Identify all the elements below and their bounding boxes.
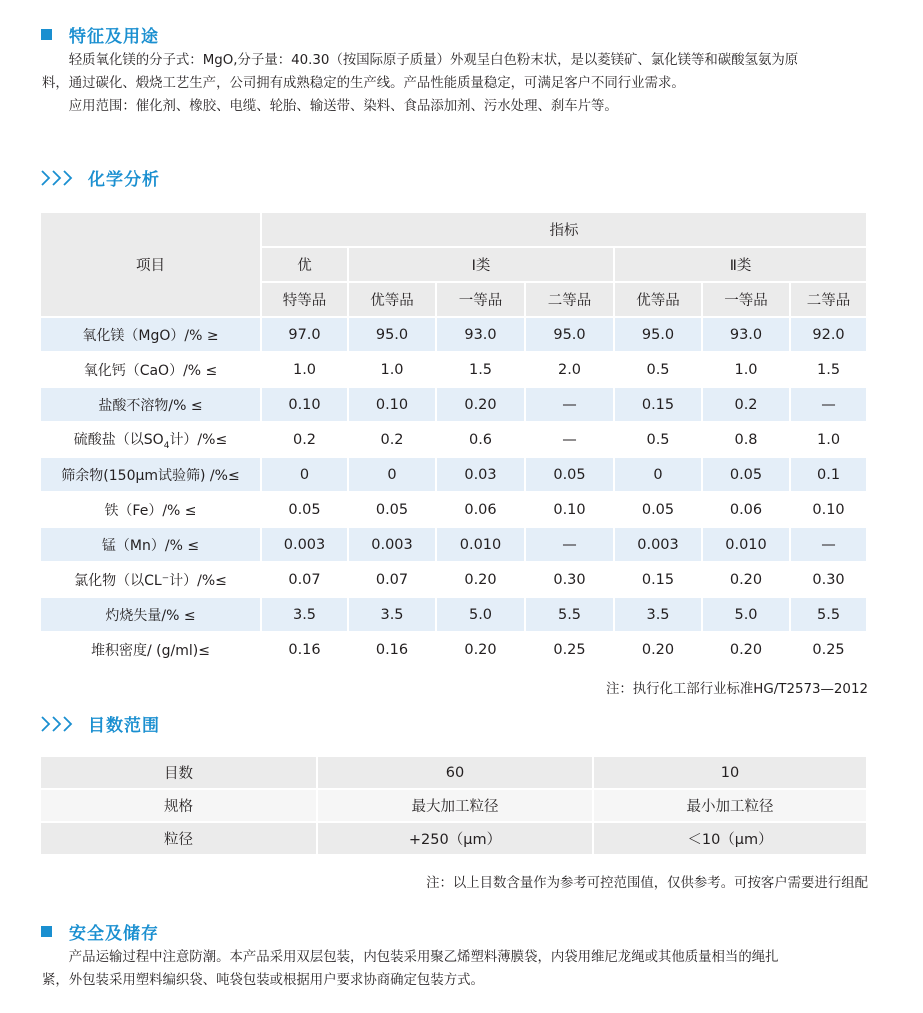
chemical-analysis-table <box>41 213 868 668</box>
header-sub: 二等品 <box>790 282 867 317</box>
table-cell: 0.05 <box>702 457 790 492</box>
table-cell: 0.20 <box>436 562 525 597</box>
row-label-part: 计）/%≤ <box>169 431 228 448</box>
mesh-label: 目数 <box>41 757 317 789</box>
table-cell: 0.1 <box>790 457 867 492</box>
table-cell: 95.0 <box>525 317 614 352</box>
table-cell: 92.0 <box>790 317 867 352</box>
table-cell: 95.0 <box>614 317 702 352</box>
table-cell: 93.0 <box>436 317 525 352</box>
row-label: 氯化物（以CL⁻计）/%≤ <box>41 562 261 597</box>
section-heading-safety <box>41 919 159 944</box>
table-cell: 3.5 <box>348 597 436 632</box>
table-cell: 0.20 <box>614 632 702 667</box>
table-cell: 0.2 <box>702 387 790 422</box>
row-label: 堆积密度/ (g/ml)≤ <box>41 632 261 667</box>
table-cell: 0.30 <box>525 562 614 597</box>
table-cell: 0.010 <box>702 527 790 562</box>
section-heading-features <box>41 22 159 47</box>
table-cell: 0.10 <box>348 387 436 422</box>
table-cell: 0.003 <box>348 527 436 562</box>
table-row <box>41 527 867 562</box>
header-grade-ii: Ⅱ类 <box>614 247 867 282</box>
square-bullet-icon <box>41 29 52 40</box>
table-cell: 0.10 <box>525 492 614 527</box>
chemical-note: 注：执行化工部行业标准HG/T2573—2012 <box>606 682 868 697</box>
mesh-value: 最大加工粒径 <box>317 789 593 822</box>
table-row <box>41 387 867 422</box>
table-cell: 0.10 <box>790 492 867 527</box>
table-cell: 0 <box>348 457 436 492</box>
triple-chevron-icon <box>40 168 76 188</box>
row-label: 氧化钙（CaO）/% ≤ <box>41 352 261 387</box>
table-cell: 97.0 <box>261 317 348 352</box>
table-cell: 5.5 <box>790 597 867 632</box>
mesh-label: 规格 <box>41 789 317 822</box>
table-cell: — <box>790 527 867 562</box>
table-cell: — <box>525 422 614 457</box>
header-sub: 优等品 <box>614 282 702 317</box>
table-cell: 0.06 <box>702 492 790 527</box>
mesh-value: 60 <box>317 757 593 789</box>
table-row <box>41 822 867 855</box>
table-cell: 0.6 <box>436 422 525 457</box>
section-title: 特征及用途 <box>69 27 159 47</box>
table-cell: 0.25 <box>790 632 867 667</box>
header-sub: 优等品 <box>348 282 436 317</box>
table-cell: 0.5 <box>614 422 702 457</box>
section-title: 目数范围 <box>88 716 160 736</box>
text-line: 轻质氧化镁的分子式：MgO,分子量：40.30（按国际原子质量）外观呈白色粉末状，是以菱镁矿、氯化镁等和碳酸氢氨为原 <box>68 53 799 68</box>
table-row <box>41 352 867 387</box>
table-cell: 0 <box>614 457 702 492</box>
table-row <box>41 632 867 667</box>
row-label: 锰（Mn）/% ≤ <box>41 527 261 562</box>
text-line: 紧，外包装采用塑料编织袋、吨袋包装或根据用户要求协商确定包装方式。 <box>42 973 484 988</box>
table-cell: 1.0 <box>261 352 348 387</box>
table-cell: 1.5 <box>436 352 525 387</box>
table-cell: 2.0 <box>525 352 614 387</box>
table-cell: 0.16 <box>348 632 436 667</box>
table-cell: 0.20 <box>702 632 790 667</box>
table-row <box>41 317 867 352</box>
header-item: 项目 <box>41 213 261 317</box>
header-grade-i: Ⅰ类 <box>348 247 614 282</box>
row-label: 氧化镁（MgO）/% ≥ <box>41 317 261 352</box>
table-cell: 0.25 <box>525 632 614 667</box>
mesh-value: ＜10（μm） <box>593 822 867 855</box>
section-heading-chemical <box>40 165 160 190</box>
table-cell: 0.010 <box>436 527 525 562</box>
table-row <box>41 457 867 492</box>
table-cell: 1.0 <box>348 352 436 387</box>
table-row <box>41 789 867 822</box>
mesh-note: 注：以上目数含量作为参考可控范围值，仅供参考。可按客户需要进行组配 <box>426 876 868 891</box>
row-label: 铁（Fe）/% ≤ <box>41 492 261 527</box>
table-cell: 0.2 <box>261 422 348 457</box>
table-cell: 0.07 <box>348 562 436 597</box>
mesh-label: 粒径 <box>41 822 317 855</box>
section-title: 安全及储存 <box>69 924 159 944</box>
table-cell: 3.5 <box>614 597 702 632</box>
table-cell: 0.07 <box>261 562 348 597</box>
table-cell: 0.05 <box>614 492 702 527</box>
table-cell: 0.2 <box>348 422 436 457</box>
table-cell: 0.20 <box>436 387 525 422</box>
header-grade-you: 优 <box>261 247 348 282</box>
mesh-range-table <box>41 757 868 856</box>
table-row <box>41 422 867 457</box>
section-heading-mesh <box>40 711 160 736</box>
table-cell: 93.0 <box>702 317 790 352</box>
table-cell: — <box>525 527 614 562</box>
mesh-value: 最小加工粒径 <box>593 789 867 822</box>
table-cell: 1.5 <box>790 352 867 387</box>
header-sub: 特等品 <box>261 282 348 317</box>
row-label-subscript: 4 <box>163 440 170 451</box>
mesh-value: 10 <box>593 757 867 789</box>
header-sub: 一等品 <box>436 282 525 317</box>
table-cell: 0.03 <box>436 457 525 492</box>
row-label: 盐酸不溶物/% ≤ <box>41 387 261 422</box>
table-cell: 0.05 <box>525 457 614 492</box>
text-line: 料，通过碳化、煅烧工艺生产，公司拥有成熟稳定的生产线。产品性能质量稳定，可满足客户不同行业需求。 <box>42 76 685 91</box>
table-cell: 1.0 <box>790 422 867 457</box>
table-cell: — <box>790 387 867 422</box>
text-line: 产品运输过程中注意防潮。本产品采用双层包装，内包装采用聚乙烯塑料薄膜袋，内袋用维尼龙绳或其他质量相当的绳扎 <box>68 950 779 965</box>
header-sub: 二等品 <box>525 282 614 317</box>
table-cell: 0 <box>261 457 348 492</box>
features-paragraph <box>42 49 872 118</box>
table-row <box>41 597 867 632</box>
text-line: 应用范围：催化剂、橡胶、电缆、轮胎、输送带、染料、食品添加剂、污水处理、刹车片等。 <box>68 99 618 114</box>
row-label-part: 硫酸盐（以SO <box>73 431 164 448</box>
table-cell: 0.8 <box>702 422 790 457</box>
table-cell: 5.0 <box>702 597 790 632</box>
square-bullet-icon <box>41 926 52 937</box>
table-cell: 0.06 <box>436 492 525 527</box>
table-cell: 0.10 <box>261 387 348 422</box>
table-cell: — <box>525 387 614 422</box>
section-title: 化学分析 <box>88 170 160 190</box>
table-cell: 0.05 <box>261 492 348 527</box>
table-cell: 0.20 <box>436 632 525 667</box>
table-cell: 0.003 <box>261 527 348 562</box>
table-cell: 5.0 <box>436 597 525 632</box>
table-cell: 0.003 <box>614 527 702 562</box>
table-cell: 1.0 <box>702 352 790 387</box>
table-cell: 0.30 <box>790 562 867 597</box>
row-label: 灼烧失量/% ≤ <box>41 597 261 632</box>
table-cell: 3.5 <box>261 597 348 632</box>
table-cell: 0.16 <box>261 632 348 667</box>
row-label: 筛余物(150μm试验筛) /%≤ <box>41 457 261 492</box>
triple-chevron-icon <box>40 714 76 734</box>
table-cell: 0.15 <box>614 562 702 597</box>
table-cell: 0.20 <box>702 562 790 597</box>
safety-paragraph <box>42 946 872 992</box>
table-row <box>41 492 867 527</box>
header-indicator: 指标 <box>261 213 867 247</box>
mesh-value: +250（μm） <box>317 822 593 855</box>
table-cell: 0.5 <box>614 352 702 387</box>
table-cell: 5.5 <box>525 597 614 632</box>
table-row <box>41 562 867 597</box>
row-label <box>41 422 261 457</box>
header-sub: 一等品 <box>702 282 790 317</box>
table-cell: 0.05 <box>348 492 436 527</box>
table-cell: 95.0 <box>348 317 436 352</box>
table-cell: 0.15 <box>614 387 702 422</box>
table-row <box>41 757 867 789</box>
